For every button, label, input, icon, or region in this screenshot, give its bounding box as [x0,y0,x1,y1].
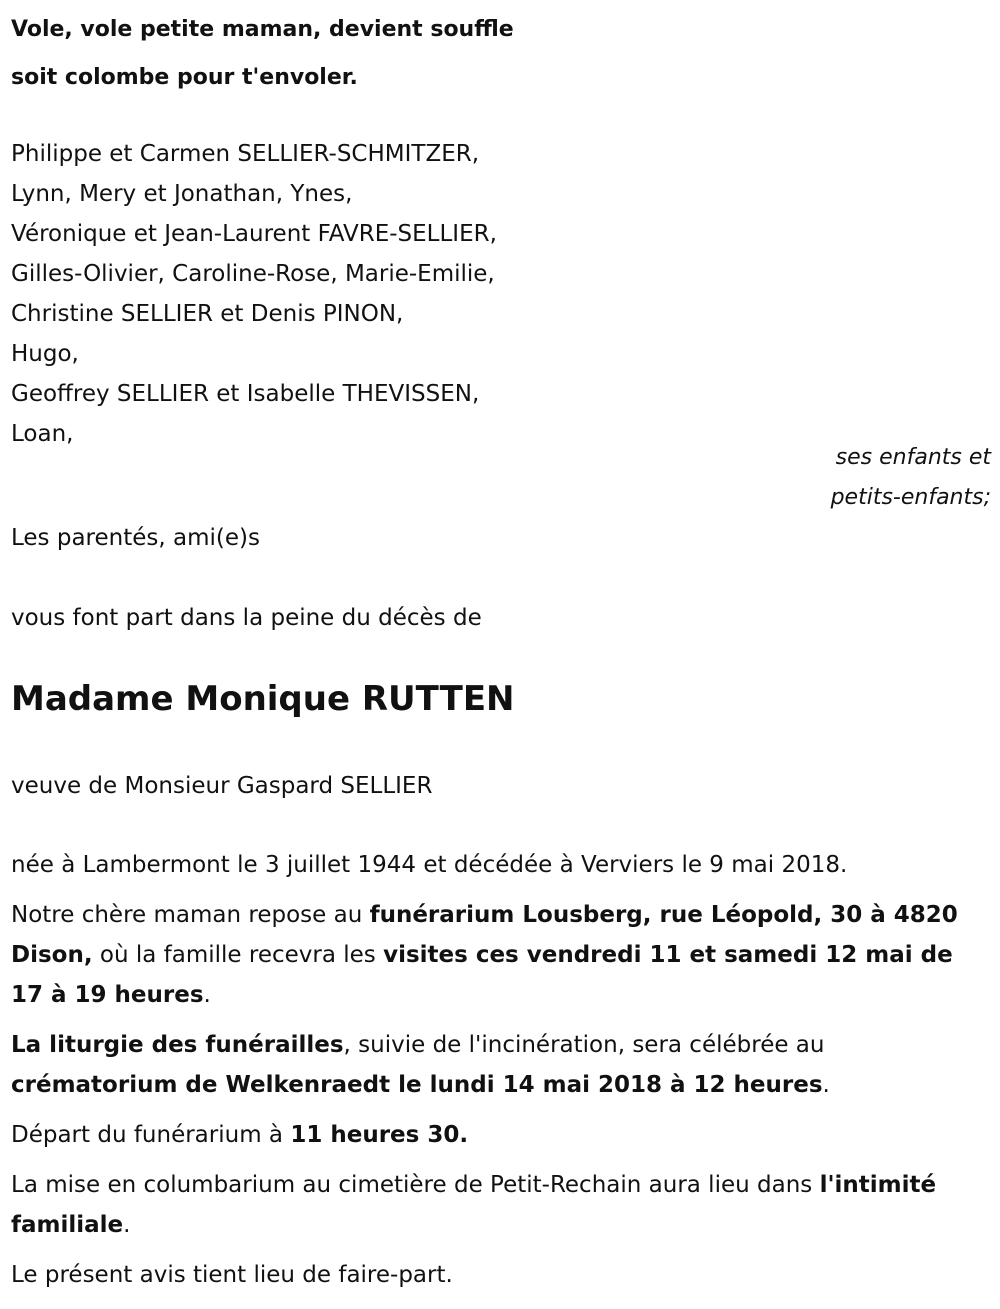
family-line: Gilles-Olivier, Caroline-Rose, Marie-Emilie, [11,261,495,287]
text-span: Notre chère maman repose au [11,902,370,928]
deceased-name: Madame Monique RUTTEN [11,679,515,719]
epigraph-line-1: Vole, vole petite maman, devient souffle [11,17,514,42]
birth-death-line: née à Lambermont le 3 juillet 1944 et décédée à Verviers le 9 mai 2018. [11,852,848,878]
private-ceremony: l'intimité familiale [11,1172,937,1238]
columbarium-paragraph [11,1165,986,1245]
crematorium-details: crématorium de Welkenraedt le lundi 14 mai 2018 à 12 heures [11,1072,823,1098]
visit-times: visites ces vendredi 11 et samedi 12 mai de 17 à 19 heures [11,942,953,1008]
text-span: . [203,982,211,1008]
departure-paragraph [11,1115,986,1155]
family-list [11,134,497,454]
family-line: Christine SELLIER et Denis PINON, [11,301,404,327]
family-line: Loan, [11,421,74,447]
text-span: . [822,1072,830,1098]
parentes-line: Les parentés, ami(e)s [11,525,260,551]
closing-line: Le présent avis tient lieu de faire-part. [11,1262,453,1288]
family-line: Philippe et Carmen SELLIER-SCHMITZER, [11,141,480,167]
family-line: Hugo, [11,341,79,367]
role-note-line-2: petits-enfants; [830,485,991,510]
liturgy-heading: La liturgie des funérailles [11,1032,344,1058]
departure-time: 11 heures 30. [290,1122,469,1148]
epigraph-line-2: soit colombe pour t'envoler. [11,65,358,90]
funeral-home-paragraph [11,895,986,1015]
role-note-line-1: ses enfants et [835,445,991,470]
text-span: , suivie de l'incinération, sera célébrée au [343,1032,825,1058]
text-span: où la famille recevra les [92,942,384,968]
announcement-line: vous font part dans la peine du décès de [11,605,482,631]
family-line: Geoffrey SELLIER et Isabelle THEVISSEN, [11,381,480,407]
liturgy-paragraph [11,1025,986,1105]
family-line: Lynn, Mery et Jonathan, Ynes, [11,181,353,207]
role-note [831,438,991,518]
text-span: Départ du funérarium à [11,1122,291,1148]
family-line: Véronique et Jean-Laurent FAVRE-SELLIER, [11,221,497,247]
text-span: La mise en columbarium au cimetière de Petit-Rechain aura lieu dans [11,1172,820,1198]
widow-of-line: veuve de Monsieur Gaspard SELLIER [11,773,433,799]
epigraph [11,6,514,102]
text-span: . [123,1212,131,1238]
funeral-home-address: funérarium Lousberg, rue Léopold, 30 à 4820 Dison, [11,902,958,968]
